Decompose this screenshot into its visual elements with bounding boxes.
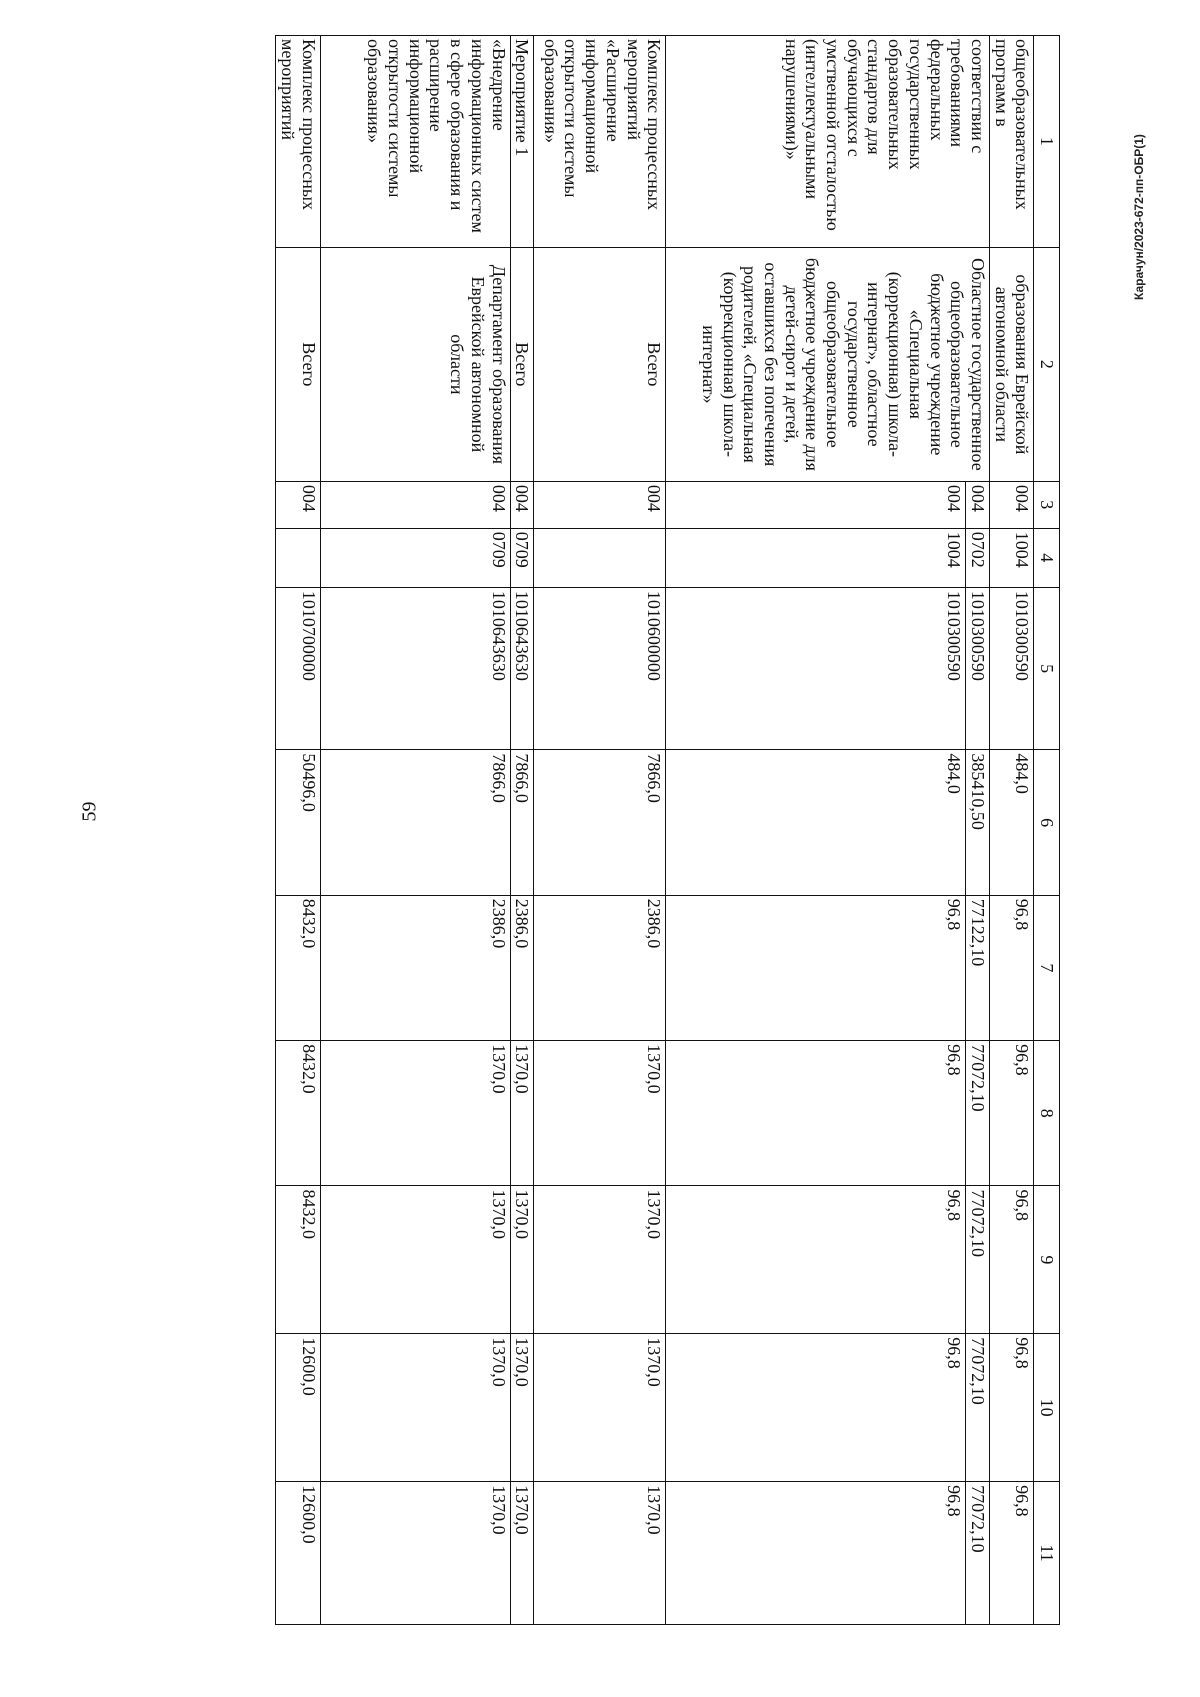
table-cell: 77072,10 — [966, 1041, 990, 1186]
table-cell: 50496,0 — [276, 750, 320, 895]
table-cell: 1004 — [666, 528, 966, 587]
table-cell: 96,8 — [989, 1186, 1033, 1334]
table-cell: 1370,0 — [510, 1041, 534, 1186]
header-row — [1034, 36, 1060, 1625]
header-cell: 2 — [1034, 247, 1060, 481]
table-cell: Мероприятие 1 — [510, 36, 534, 248]
header-cell: 3 — [1034, 481, 1060, 528]
table-cell: 2386,0 — [510, 895, 534, 1040]
table-cell: Всего — [534, 247, 666, 481]
table-cell: 0702 — [966, 528, 990, 587]
page-number: 59 — [78, 801, 101, 822]
table-cell: 1370,0 — [320, 1482, 510, 1625]
table-cell: 1010300590 — [989, 587, 1033, 750]
table-cell: Областное государственное общеобразовательное бюджетное учреждение «Специальная (коррекционная) школа-интернат», областное государственное общеобразовательное бюджетное учреждение для детей-сирот и детей, оставшихся без попечения родителей, «Специальная (коррекционная) школа-интернат» — [666, 247, 990, 481]
budget-table-sheet — [170, 35, 1060, 1625]
table-row — [534, 36, 666, 1625]
table-cell: 12600,0 — [276, 1482, 320, 1625]
header-cell: 1 — [1034, 36, 1060, 248]
table-cell — [534, 528, 666, 587]
table-cell: 2386,0 — [534, 895, 666, 1040]
table-cell: 96,8 — [666, 1482, 966, 1625]
table-cell: 004 — [989, 481, 1033, 528]
table-row — [966, 36, 990, 1625]
table-cell: 1370,0 — [320, 1041, 510, 1186]
table-cell: 96,8 — [989, 1482, 1033, 1625]
table-cell: 8432,0 — [276, 1041, 320, 1186]
table-cell: 77072,10 — [966, 1334, 990, 1482]
header-cell: 11 — [1034, 1482, 1060, 1625]
table-cell: 385410,50 — [966, 750, 990, 895]
table-cell: 1370,0 — [510, 1334, 534, 1482]
header-cell: 5 — [1034, 587, 1060, 750]
table-cell: образования Еврейской автономной области — [989, 247, 1033, 481]
table-row — [989, 36, 1033, 1625]
table-cell: 1010300590 — [966, 587, 990, 750]
table-cell: 1004 — [989, 528, 1033, 587]
table-cell: 1010643630 — [510, 587, 534, 750]
table-cell: 004 — [276, 481, 320, 528]
table-cell: 96,8 — [666, 1186, 966, 1334]
table-cell: 1010600000 — [534, 587, 666, 750]
table-cell: 8432,0 — [276, 1186, 320, 1334]
table-cell: Комплекс процессных мероприятий — [276, 36, 320, 248]
table-cell: 1370,0 — [320, 1334, 510, 1482]
table-cell: 2386,0 — [320, 895, 510, 1040]
document-code: Карачун/2023-672-пп-ОБР(1) — [1132, 134, 1146, 300]
table-cell: 77122,10 — [966, 895, 990, 1040]
table-cell: 96,8 — [989, 895, 1033, 1040]
table-cell: 004 — [510, 481, 534, 528]
table-cell: 77072,10 — [966, 1186, 990, 1334]
table-cell: общеобразовательных программ в — [989, 36, 1033, 248]
table-cell: Комплекс процессных мероприятий «Расширение информационной открытости системы образования» — [534, 36, 666, 248]
table-cell: 1010300590 — [666, 587, 966, 750]
table-cell: 7866,0 — [534, 750, 666, 895]
table-cell: 1370,0 — [510, 1186, 534, 1334]
table-cell: 96,8 — [666, 1334, 966, 1482]
table-cell: Всего — [510, 247, 534, 481]
table-cell: «Внедрение информационных систем в сфере образования и расширение информационной открытости системы образования» — [320, 36, 510, 248]
table-cell: Всего — [276, 247, 320, 481]
table-cell: 004 — [320, 481, 510, 528]
table-cell: 1370,0 — [534, 1482, 666, 1625]
table-cell: 1370,0 — [510, 1482, 534, 1625]
table-cell: 1370,0 — [534, 1186, 666, 1334]
table-cell: 7866,0 — [320, 750, 510, 895]
table-cell: 004 — [534, 481, 666, 528]
table-cell: 1010643630 — [320, 587, 510, 750]
table-cell: 0709 — [510, 528, 534, 587]
table-cell — [276, 528, 320, 587]
header-cell: 7 — [1034, 895, 1060, 1040]
table-cell: Департамент образования Еврейской автономной области — [320, 247, 510, 481]
table-cell: 004 — [666, 481, 966, 528]
table-cell: 96,8 — [666, 895, 966, 1040]
table-cell: 484,0 — [989, 750, 1033, 895]
table-cell: 96,8 — [989, 1334, 1033, 1482]
table-row — [320, 36, 510, 1625]
budget-table — [275, 35, 1060, 1625]
table-cell: 004 — [966, 481, 990, 528]
table-cell: 77072,10 — [966, 1482, 990, 1625]
table-cell: 8432,0 — [276, 895, 320, 1040]
header-cell: 4 — [1034, 528, 1060, 587]
header-cell: 10 — [1034, 1334, 1060, 1482]
table-cell: соответствии с требованиями федеральных государственных образовательных стандартов для обучающихся с умственной отсталостью (интеллектуальными нарушениями)» — [666, 36, 990, 248]
table-cell: 484,0 — [666, 750, 966, 895]
table-cell: 1370,0 — [534, 1041, 666, 1186]
table-cell: 0709 — [320, 528, 510, 587]
header-cell: 9 — [1034, 1186, 1060, 1334]
table-row — [510, 36, 534, 1625]
table-cell: 1370,0 — [320, 1186, 510, 1334]
table-cell: 12600,0 — [276, 1334, 320, 1482]
table-cell: 96,8 — [666, 1041, 966, 1186]
table-cell: 1370,0 — [534, 1334, 666, 1482]
table-row — [276, 36, 320, 1625]
header-cell: 8 — [1034, 1041, 1060, 1186]
header-cell: 6 — [1034, 750, 1060, 895]
table-cell: 7866,0 — [510, 750, 534, 895]
table-cell: 1010700000 — [276, 587, 320, 750]
table-cell: 96,8 — [989, 1041, 1033, 1186]
